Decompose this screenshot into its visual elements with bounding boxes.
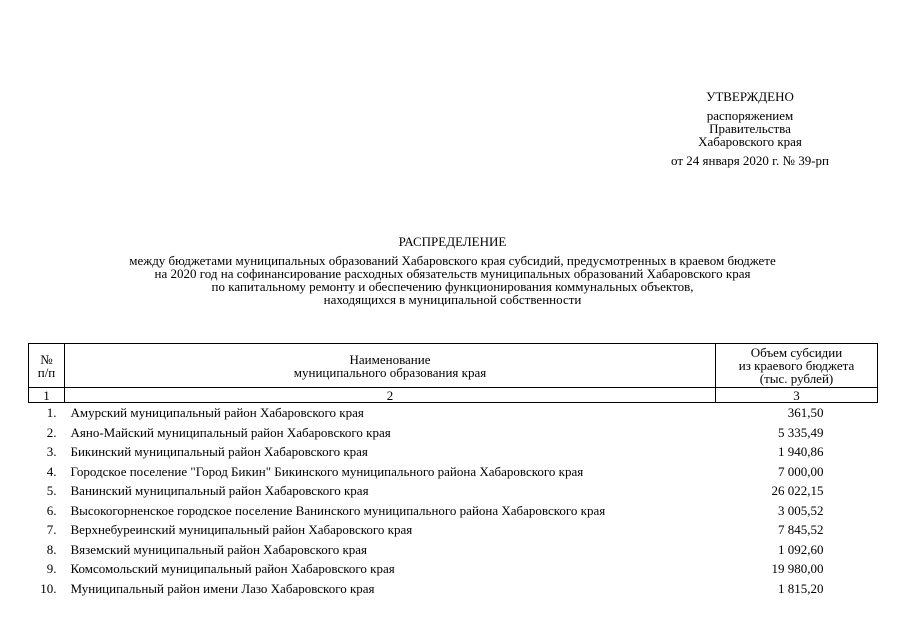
row-name: Комсомольский муниципальный район Хабаровского края — [70, 561, 395, 577]
row-name: Бикинский муниципальный район Хабаровского края — [70, 444, 368, 460]
row-amount: 1 940,86 — [778, 444, 824, 460]
approval-line: Правительства — [709, 121, 791, 136]
approval-line: Хабаровского края — [698, 134, 802, 149]
header-amount-line: (тыс. рублей) — [759, 371, 834, 386]
row-number: 3. — [46, 444, 57, 460]
row-name: Верхнебуреинский муниципальный район Хабаровского края — [70, 522, 413, 538]
row-number: 10. — [40, 580, 57, 596]
document-title: РАСПРЕДЕЛЕНИЕ — [398, 234, 507, 249]
row-name: Аяно-Майский муниципальный район Хабаровского края — [70, 424, 391, 440]
row-name: Городское поселение "Город Бикин" Бикинского муниципального района Хабаровского края — [70, 463, 584, 479]
approval-block — [640, 90, 860, 167]
table-row — [29, 579, 878, 599]
row-name: Муниципальный район имени Лазо Хабаровского края — [70, 580, 375, 596]
row-name: Амурский муниципальный район Хабаровского края — [70, 405, 364, 421]
heading-line: находящихся в муниципальной собственности — [323, 292, 582, 307]
row-number: 1. — [46, 405, 57, 421]
row-number: 8. — [46, 541, 57, 557]
row-amount: 5 335,49 — [778, 424, 824, 440]
column-number-row — [29, 388, 878, 403]
approval-line: распоряжением — [706, 108, 794, 123]
table-row — [29, 423, 878, 443]
row-amount: 1 815,20 — [778, 580, 824, 596]
row-number: 6. — [46, 502, 57, 518]
row-number: 9. — [46, 561, 57, 577]
table-header-row — [29, 344, 878, 388]
row-number: 7. — [46, 522, 57, 538]
subsidy-table — [28, 343, 878, 598]
column-number: 2 — [65, 388, 716, 403]
header-amount-line: Объем субсидии — [750, 345, 843, 360]
header-num-line: п/п — [37, 364, 56, 380]
approval-title: УТВЕРЖДЕНО — [706, 89, 794, 104]
row-amount: 361,50 — [787, 405, 824, 421]
table-row — [29, 462, 878, 482]
header-name-line: муниципального образования края — [293, 364, 487, 380]
heading-line: между бюджетами муниципальных образований Хабаровского края субсидий, предусмотренных в краевом бюджете — [129, 253, 776, 268]
column-number: 3 — [716, 388, 878, 403]
row-amount: 1 092,60 — [778, 541, 824, 557]
column-number: 1 — [29, 388, 65, 403]
row-amount: 7 845,52 — [778, 522, 824, 538]
row-name: Высокогорненское городское поселение Ванинского муниципального района Хабаровского края — [70, 502, 606, 518]
header-num — [29, 344, 65, 388]
table-row — [29, 481, 878, 501]
table-row — [29, 559, 878, 579]
header-amount — [716, 344, 878, 388]
document-heading — [40, 235, 865, 306]
row-number: 4. — [46, 463, 57, 479]
approval-date: от 24 января 2020 г. № 39-рп — [671, 153, 829, 168]
header-num-line: № — [40, 351, 53, 367]
heading-line: по капитальному ремонту и обеспечению функционирования коммунальных объектов, — [211, 279, 694, 294]
row-amount: 3 005,52 — [778, 502, 824, 518]
row-name: Вяземский муниципальный район Хабаровского края — [70, 541, 368, 557]
row-amount: 7 000,00 — [778, 463, 824, 479]
table-row — [29, 520, 878, 540]
table-row — [29, 501, 878, 521]
header-amount-line: из краевого бюджета — [738, 358, 855, 373]
header-name — [65, 344, 716, 388]
row-amount: 19 980,00 — [771, 561, 824, 577]
table-row — [29, 540, 878, 560]
header-name-line: Наименование — [349, 351, 431, 367]
table-row — [29, 442, 878, 462]
row-amount: 26 022,15 — [771, 483, 824, 499]
row-number: 2. — [46, 424, 57, 440]
heading-line: на 2020 год на софинансирование расходных обязательств муниципальных образований Хабаровского края — [154, 266, 751, 281]
table-row — [29, 403, 878, 423]
row-name: Ванинский муниципальный район Хабаровского края — [70, 483, 369, 499]
row-number: 5. — [46, 483, 57, 499]
